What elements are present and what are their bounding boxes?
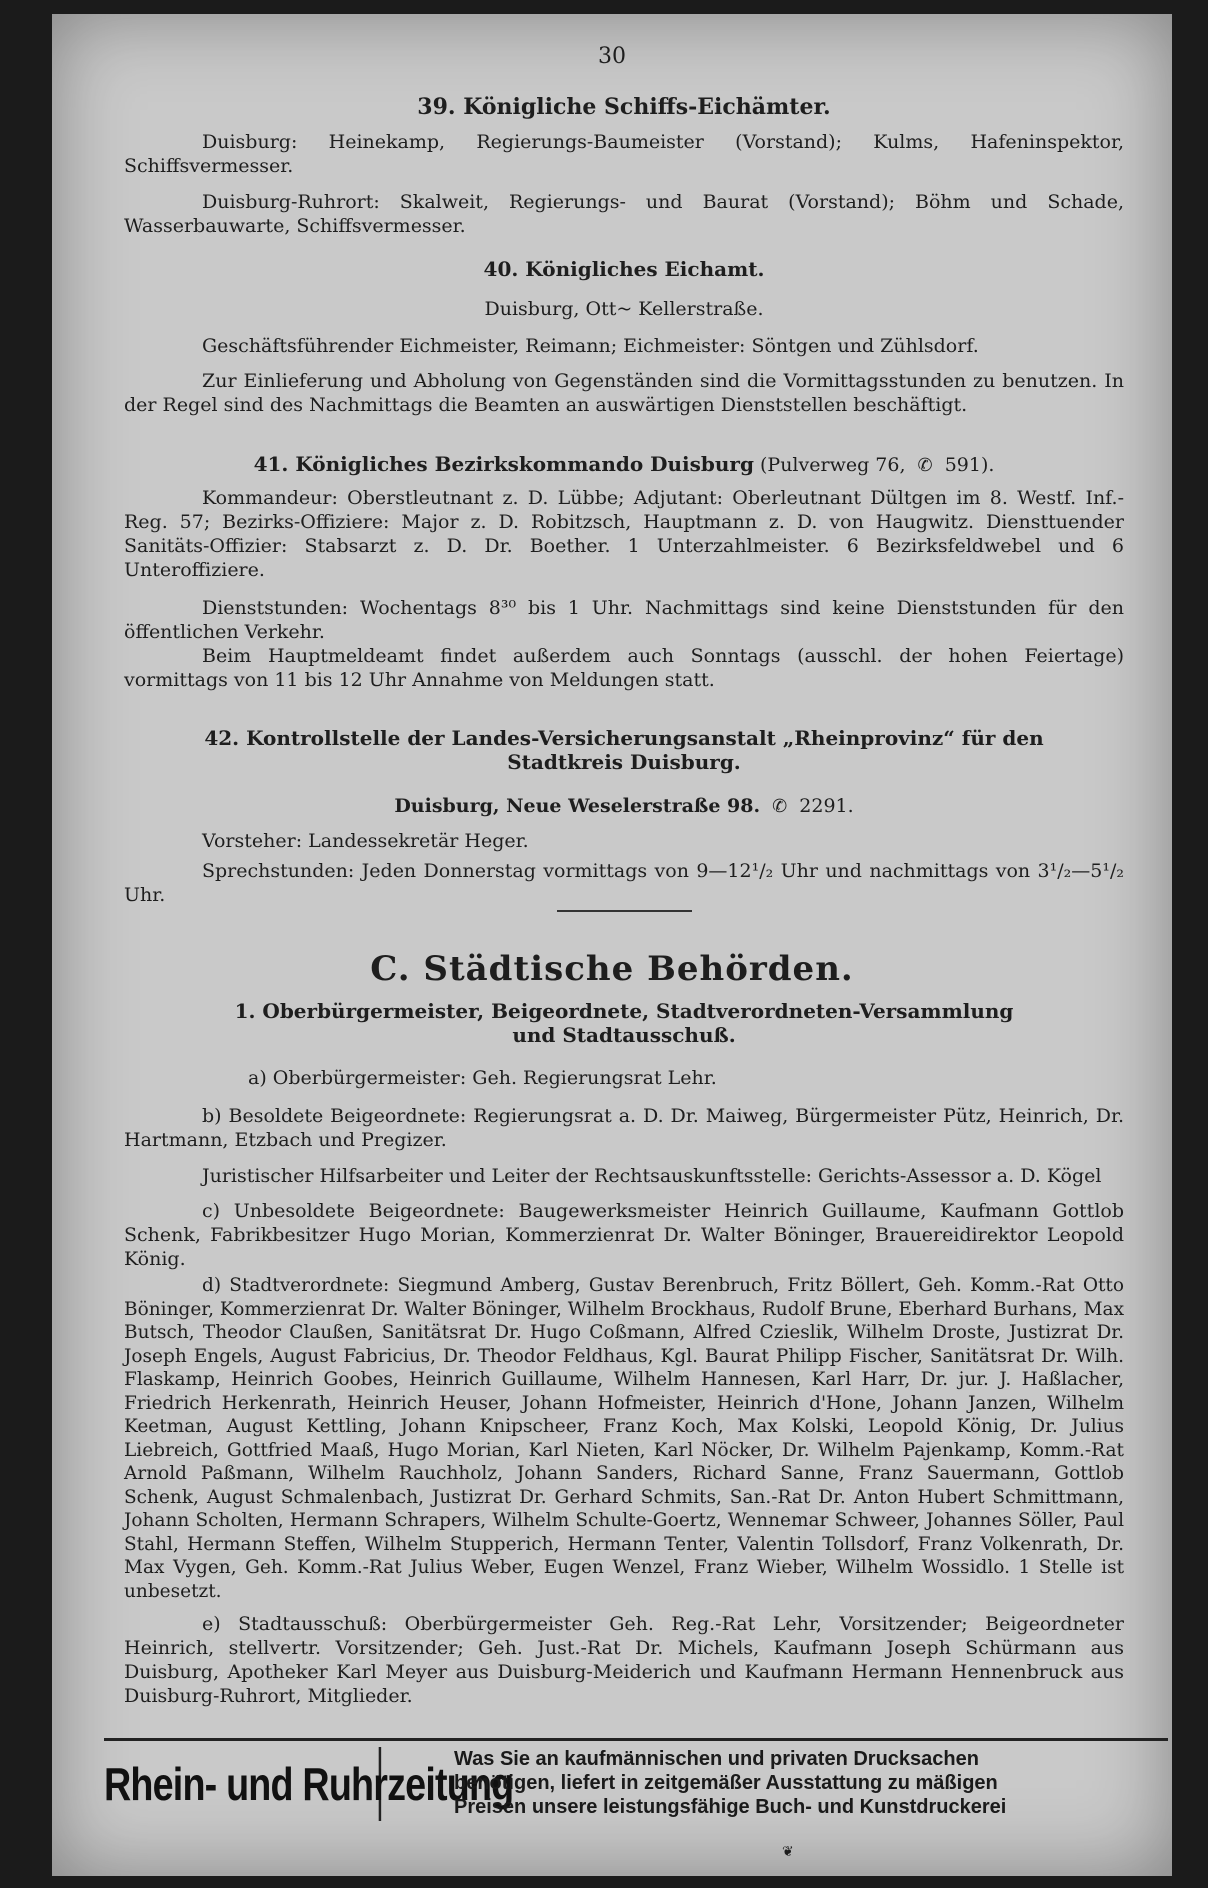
section-42-body-2 [124,859,1124,907]
divider [557,910,692,912]
section-39-body-2 [124,190,1124,238]
section-39-body [124,130,1124,178]
ad-line-1: Was Sie an kaufmännischen und privaten Drucksachen [454,1748,979,1770]
part-c-subtitle-2: und Stadtausschuß. [512,1023,736,1047]
section-41-phone: 591). [944,454,995,476]
section-39 [124,94,1124,120]
section-42-phone: 2291. [799,795,854,817]
section-42-address-line [124,794,1124,819]
section-42-title-2: Stadtkreis Duisburg. [507,750,741,774]
section-41-para-2: Dienststunden: Wochentags 8³⁰ bis 1 Uhr. Nachmittags sind keine Dienststunden für den öffentlichen Verkehr. [124,597,1124,643]
section-40-address: Duisburg, Ott~ Kellerstraße. [484,298,764,320]
section-42-address-row [124,794,1124,819]
section-40-body [124,334,1124,358]
part-c-b [124,1104,1124,1152]
advertisement [104,1738,1168,1823]
part-c-d [124,1274,1124,1603]
part-c-subtitle [124,999,1124,1047]
section-40-body-2 [124,369,1124,417]
section-41 [124,452,1124,478]
part-c-a [124,1066,1124,1090]
part-c-item-e: e) Stadtausschuß: Oberbürgermeister Geh. Reg.-Rat Lehr, Vorsitzender; Beigeordneter Heinrich, stellvertr. Vorsitzender; Geh. Just.-Rat Dr. Michels, Kaufmann Joseph Schürmann aus Duisburg, Apotheker Karl Meyer aus Duisburg-Meiderich und Kaufmann Hermann Hennenbruck aus Duisburg-Ruhrort, Mitglieder. [124,1613,1124,1707]
ornament-icon: ❦ [782,1844,794,1860]
section-42-address: Duisburg, Neue Weselerstraße 98. [394,795,761,817]
section-40-title: 40. Königliches Eichamt. [483,257,765,281]
part-c-item-a: a) Oberbürgermeister: Geh. Regierungsrat Lehr. [248,1067,717,1089]
advertisement-text [454,1747,1164,1819]
section-41-address: (Pulverweg 76, [760,454,906,476]
section-41-heading [124,452,1124,478]
section-42-title-1: 42. Kontrollstelle der Landes-Versicherungsanstalt „Rheinprovinz“ für den [204,726,1044,750]
document-page [52,14,1172,1876]
section-41-title: 41. Königliches Bezirkskommando Duisburg [253,452,754,476]
section-41-body-3 [124,644,1124,692]
section-41-para-3: Beim Hauptmeldeamt findet außerdem auch Sonntags (ausschl. der hohen Feiertage) vormittags von 11 bis 12 Uhr Annahme von Meldungen statt. [124,645,1124,691]
section-42-body [124,829,1124,853]
ad-line-3: Preisen unsere leistungsfähige Buch- und Kunstdruckerei [454,1796,1007,1818]
part-c-subtitle-1: 1. Oberbürgermeister, Beigeordnete, Stadtverordneten-Versammlung [234,999,1014,1023]
section-40-para-2: Zur Einlieferung und Abholung von Gegenständen sind die Vormittagsstunden zu benutzen. In der Regel sind des Nachmittags die Beamten an auswärtigen Dienststellen beschäftigt. [124,370,1124,416]
part-c-item-b: b) Besoldete Beigeordnete: Regierungsrat a. D. Dr. Maiweg, Bürgermeister Pütz, Heinrich, Dr. Hartmann, Etzbach und Pregizer. [124,1105,1124,1151]
ad-line-2: benötigen, liefert in zeitgemäßer Ausstattung zu mäßigen [454,1772,998,1794]
section-41-body-2 [124,596,1124,644]
newspaper-logo: Rhein- und Ruhrzeitung [104,1747,381,1821]
telephone-icon: ✆ [772,796,788,817]
part-c-jur [124,1164,1124,1188]
section-39-para-2: Duisburg-Ruhrort: Skalweit, Regierungs- und Baurat (Vorstand); Böhm und Schade, Wasserbauwarte, Schiffsvermesser. [124,191,1124,237]
section-41-body [124,486,1124,582]
section-41-para-1: Kommandeur: Oberstleutnant z. D. Lübbe; Adjutant: Oberleutnant Dültgen im 8. Westf. Inf.-Reg. 57; Bezirks-Offiziere: Major z. D. Robitzsch, Hauptmann z. D. von Haugwitz. Diensttuender Sanitäts-Offizier: Stabsarzt z. D. Dr. Boether. 1 Unterzahlmeister. 6 Bezirksfeldwebel und 6 Unteroffiziere. [124,487,1124,581]
section-39-para-1: Duisburg: Heinekamp, Regierungs-Baumeister (Vorstand); Kulms, Hafeninspektor, Schiffsvermesser. [124,131,1124,177]
part-c-e [124,1612,1124,1708]
part-c-item-d: d) Stadtverordnete: Siegmund Amberg, Gustav Berenbruch, Fritz Böllert, Geh. Komm.-Rat Otto Böninger, Kommerzienrat Dr. Walter Böninger, Wilhelm Brockhaus, Rudolf Brune, Eberhard Burhans, Max Butsch, Theodor Claußen, Sanitätsrat Dr. Hugo Coßmann, Alfred Czieslik, Wilhelm Droste, Justizrat Dr. Joseph Engels, August Fabricius, Dr. Theodor Feldhaus, Kgl. Baurat Philipp Fischer, Sanitätsrat Dr. Wilh. Flaskamp, Heinrich Goobes, Heinrich Guillaume, Wilhelm Hannesen, Karl Harr, Dr. jur. J. Haßlacher, Friedrich Herkenrath, Heinrich Heuser, Johann Hofmeister, Heinrich d'Hone, Johann Janzen, Wilhelm Keetman, August Kettling, Johann Knipscheer, Franz Koch, Max Kolski, Leopold König, Dr. Julius Liebreich, Gottfried Maaß, Hugo Morian, Karl Nieten, Karl Nöcker, Dr. Wilhelm Pajenkamp, Komm.-Rat Arnold Paßmann, Wilhelm Rauchholz, Johann Sanders, Richard Sanne, Franz Sauermann, Gottlob Schenk, August Schmalenbach, Justizrat Dr. Gerhard Schmits, San.-Rat Dr. Anton Hubert Schmittmann, Johann Scholten, Hermann Schrapers, Wilhelm Schulte-Goertz, Wennemar Schweer, Johannes Söller, Paul Stahl, Hermann Steffen, Wilhelm Stupperich, Hermann Tenter, Valentin Tollsdorf, Franz Volkenrath, Dr. Max Vygen, Geh. Komm.-Rat Julius Weber, Eugen Wenzel, Franz Wieber, Wilhelm Wossidlo. 1 Stelle ist unbesetzt. [124,1275,1124,1602]
telephone-icon: ✆ [917,455,933,476]
section-42-para-1: Vorsteher: Landessekretär Heger. [202,830,529,852]
section-42 [124,726,1124,774]
part-c-c [124,1199,1124,1271]
section-40-para-1: Geschäftsführender Eichmeister, Reimann; Eichmeister: Söntgen und Zühlsdorf. [202,335,979,357]
section-39-title: 39. Königliche Schiffs-Eichämter. [417,94,831,120]
section-40 [124,257,1124,281]
part-c-item-c: c) Unbesoldete Beigeordnete: Baugewerksmeister Heinrich Guillaume, Kaufmann Gottlob Schenk, Fabrikbesitzer Hugo Morian, Kommerzienrat Dr. Walter Böninger, Brauereidirektor Leopold König. [124,1200,1124,1270]
section-40-address-row [124,297,1124,321]
section-42-para-2: Sprechstunden: Jeden Donnerstag vormittags von 9—12¹/₂ Uhr und nachmittags von 3¹/₂—5¹/₂ Uhr. [124,860,1124,906]
part-c-title: C. Städtische Behörden. [370,949,854,989]
part-c-jurist: Juristischer Hilfsarbeiter und Leiter der Rechtsauskunftsstelle: Gerichts-Assessor a. D. Kögel [202,1165,1102,1187]
page-number: 30 [598,44,626,69]
